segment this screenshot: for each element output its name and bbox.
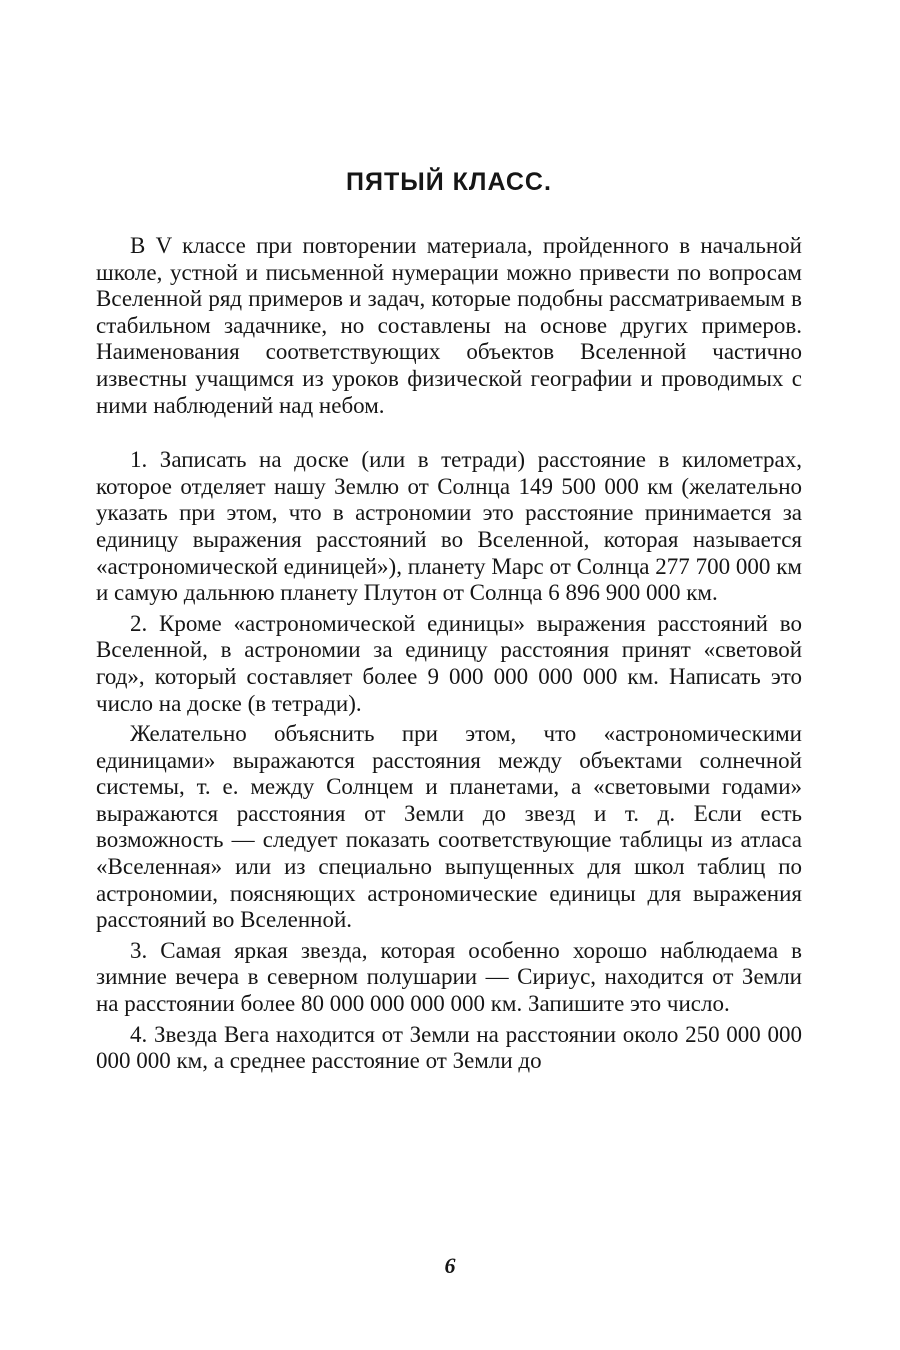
page-content xyxy=(96,168,802,1075)
exercise-text: Записать на доске (или в тетради) расстояние в километрах, которое отделяет нашу Землю от Солнца 149 500 000 км (желательно указать при этом, что в астрономии это расстояние принимается за единицу выражения расстояний во Вселенной, которая называется «астрономической единицей»), планету Марс от Солнца 277 700 000 км и самую дальнюю планету Плутон от Солнца 6 896 900 000 км. xyxy=(96,447,803,606)
page-number: 6 xyxy=(444,1253,456,1278)
note-paragraph: Желательно объяснить при этом, что «астрономическими единицами» выражаются расстояния между объектами солнечной системы, т. е. между Солнцем и планетами, а «световыми годами» выражаются расстояния от Земли до звезд и т. д. Если есть возможность — следует показать соответствующие таблицы из атласа «Вселенная» или из специально выпущенных для школ таблиц по астрономии, поясняющих астрономические единицы для выражения расстояний во Вселенной. xyxy=(96,721,802,933)
intro-paragraph: В V классе при повторении материала, пройденного в начальной школе, устной и письменной нумерации можно привести по вопросам Вселенной ряд примеров и задач, которые подобны рассматриваемым в стабильном задачнике, но составлены на основе других примеров. Наименования соответствующих объектов Вселенной частично известны учащимся из уроков физической географии и проводимых с ними наблюдений над небом. xyxy=(96,233,802,418)
exercise-number: 1. xyxy=(130,447,148,473)
exercise-text: Звезда Вега находится от Земли на расстоянии около 250 000 000 000 000 км, а среднее расстояние от Земли до xyxy=(96,1021,803,1074)
exercise-number: 3. xyxy=(130,937,148,963)
page-title: ПЯТЫЙ КЛАСС. xyxy=(346,168,552,196)
exercise-2 xyxy=(96,611,802,717)
exercise-text: Кроме «астрономической единицы» выражения расстояний во Вселенной, в астрономии за единицу расстояния принят «световой год», который составляет более 9 000 000 000 000 км. Написать это число на доске (в тетради). xyxy=(96,610,802,716)
exercise-1 xyxy=(96,447,802,607)
exercise-4 xyxy=(96,1022,802,1075)
exercise-number: 2. xyxy=(130,610,148,636)
exercise-3 xyxy=(96,938,802,1018)
exercise-number: 4. xyxy=(130,1021,148,1047)
exercise-text: Самая яркая звезда, которая особенно хорошо наблюдаема в зимние вечера в северном полушарии — Сириус, находится от Земли на расстоянии более 80 000 000 000 000 км. Запишите это число. xyxy=(96,937,802,1017)
